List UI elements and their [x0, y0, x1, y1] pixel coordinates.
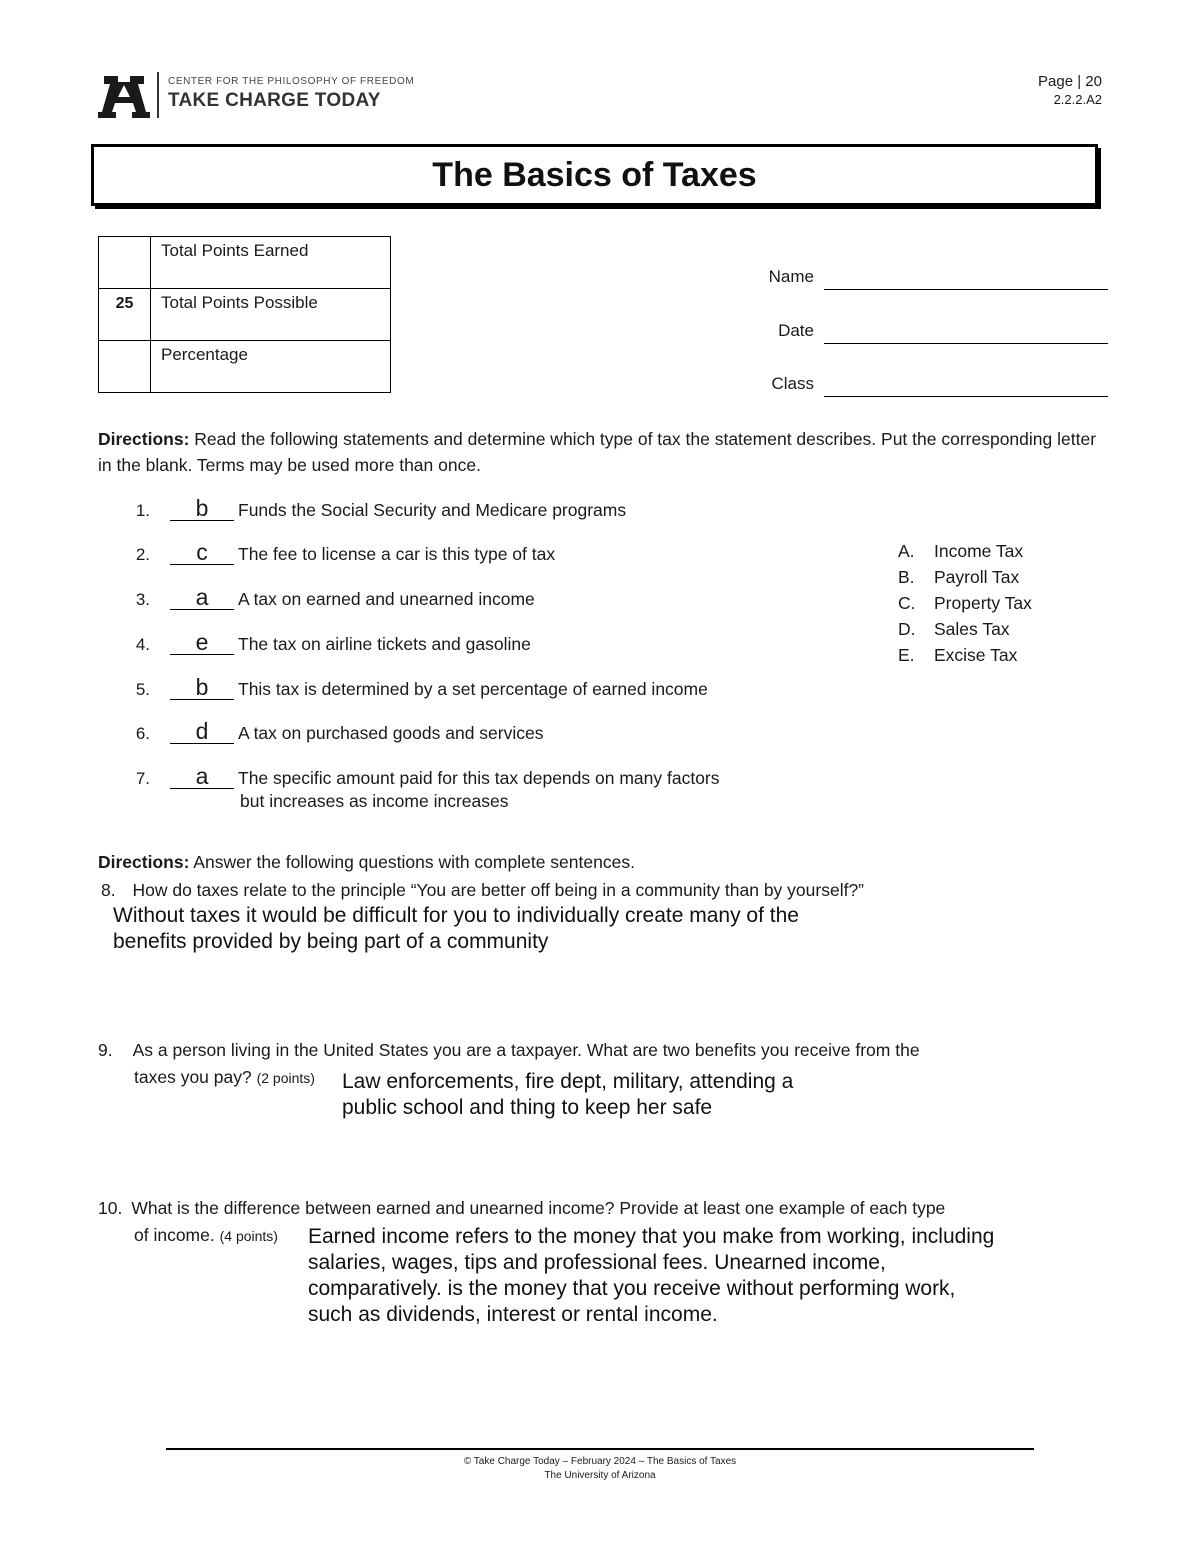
answer-key [898, 538, 1032, 668]
key-term: Sales Tax [934, 619, 1010, 639]
answer-8[interactable] [113, 903, 799, 955]
answer-blank[interactable]: a [170, 766, 234, 789]
name-field[interactable] [824, 289, 1108, 290]
answer-line: Earned income refers to the money that you make from working, including [308, 1225, 995, 1248]
points-earned-label: Total Points Earned [151, 237, 391, 289]
page-title: The Basics of Taxes [432, 155, 757, 194]
question-text-continued: but increases as income increases [240, 791, 509, 811]
directions-text: Answer the following questions with complete sentences. [189, 852, 635, 872]
key-letter: B. [898, 567, 915, 587]
question-number: 9. [98, 1040, 113, 1060]
question-number: 2. [135, 545, 150, 564]
question-text: As a person living in the United States you are a taxpayer. What are two benefits you receive from the [132, 1040, 920, 1060]
date-field[interactable] [824, 343, 1108, 344]
points-earned-value [99, 237, 151, 289]
key-term: Excise Tax [934, 645, 1018, 665]
matching-item-7 [126, 763, 720, 812]
percentage-value [99, 341, 151, 393]
name-label: Name [768, 267, 814, 286]
university-logo [98, 72, 150, 118]
question-text: How do taxes relate to the principle “You are better off being in a community than by yourself?” [132, 880, 865, 900]
question-text: A tax on earned and unearned income [238, 589, 535, 609]
directions-written [98, 852, 635, 873]
score-row-possible [99, 289, 391, 341]
answer-blank[interactable]: b [170, 498, 234, 521]
question-text-continued: taxes you pay? [134, 1067, 252, 1087]
key-item [898, 538, 1032, 564]
matching-item-5 [126, 674, 708, 700]
key-letter: E. [898, 645, 915, 665]
key-letter: C. [898, 593, 916, 613]
question-number: 3. [135, 590, 150, 609]
answer-line: benefits provided by being part of a community [113, 930, 549, 953]
answer-line: comparatively. is the money that you receive without performing work, [308, 1277, 956, 1300]
class-field[interactable] [824, 396, 1108, 397]
question-text-continued: of income. [134, 1225, 215, 1245]
score-row-percentage [99, 341, 391, 393]
page-number: Page | 20 [1038, 73, 1102, 90]
key-term: Payroll Tax [934, 567, 1020, 587]
score-table [98, 236, 391, 393]
answer-blank[interactable]: c [170, 542, 234, 565]
answer-blank[interactable]: d [170, 721, 234, 744]
answer-9[interactable] [342, 1069, 793, 1121]
class-label: Class [771, 374, 814, 393]
answer-blank[interactable]: a [170, 587, 234, 610]
directions-matching [98, 426, 1098, 478]
question-text: A tax on purchased goods and services [238, 723, 544, 743]
title-box [91, 144, 1098, 206]
key-item [898, 564, 1032, 590]
score-row-earned [99, 237, 391, 289]
answer-line: such as dividends, interest or rental income. [308, 1303, 718, 1326]
question-number: 6. [135, 724, 150, 743]
question-number: 4. [135, 635, 150, 654]
logo-divider [157, 72, 159, 118]
question-number: 10. [98, 1198, 123, 1218]
answer-line: salaries, wages, tips and professional fees. Unearned income, [308, 1251, 886, 1274]
question-text: The specific amount paid for this tax depends on many factors [238, 768, 720, 788]
key-item [898, 616, 1032, 642]
matching-item-4 [126, 629, 531, 655]
answer-line: Law enforcements, fire dept, military, attending a [342, 1070, 794, 1093]
question-text: Funds the Social Security and Medicare programs [238, 500, 627, 520]
key-item [898, 642, 1032, 668]
key-letter: A. [898, 541, 915, 561]
points-note: (2 points) [256, 1070, 315, 1086]
directions-label: Directions: [98, 852, 190, 872]
question-number: 5. [135, 680, 150, 699]
matching-item-6 [126, 718, 544, 744]
question-number: 8. [101, 880, 116, 900]
question-number: 1. [135, 501, 150, 520]
key-term: Income Tax [934, 541, 1024, 561]
question-text: The fee to license a car is this type of tax [238, 544, 556, 564]
answer-blank[interactable]: e [170, 632, 234, 655]
points-note: (4 points) [219, 1228, 278, 1244]
answer-line: public school and thing to keep her safe [342, 1096, 713, 1119]
question-text: The tax on airline tickets and gasoline [238, 634, 531, 654]
footer-copyright: © Take Charge Today – February 2024 – The Basics of Taxes [463, 1456, 737, 1467]
key-item [898, 590, 1032, 616]
matching-item-3 [126, 584, 535, 610]
question-text: This tax is determined by a set percentage of earned income [238, 679, 708, 699]
answer-blank[interactable]: b [170, 677, 234, 700]
question-text: What is the difference between earned and unearned income? Provide at least one example of each type [131, 1198, 946, 1218]
logo-subtitle: CENTER FOR THE PHILOSOPHY OF FREEDOM [168, 76, 415, 87]
key-letter: D. [898, 619, 916, 639]
points-possible-value: 25 [99, 289, 151, 341]
footer-university: The University of Arizona [544, 1470, 656, 1481]
logo-title: TAKE CHARGE TODAY [168, 90, 381, 111]
question-8 [101, 880, 864, 901]
date-label: Date [778, 321, 814, 340]
document-code: 2.2.2.A2 [1053, 92, 1102, 107]
directions-label: Directions: [98, 429, 190, 449]
matching-item-2 [126, 539, 556, 565]
footer-divider [166, 1448, 1034, 1450]
key-term: Property Tax [934, 593, 1032, 613]
answer-10[interactable] [308, 1224, 994, 1328]
answer-line: Without taxes it would be difficult for you to individually create many of the [113, 904, 799, 927]
points-possible-label: Total Points Possible [151, 289, 391, 341]
question-number: 7. [135, 769, 150, 788]
percentage-label: Percentage [151, 341, 391, 393]
directions-text: Read the following statements and determine which type of tax the statement describes. Put the corresponding letter in the blank. Terms may be used more than once. [98, 429, 1097, 475]
matching-item-1 [126, 495, 627, 521]
